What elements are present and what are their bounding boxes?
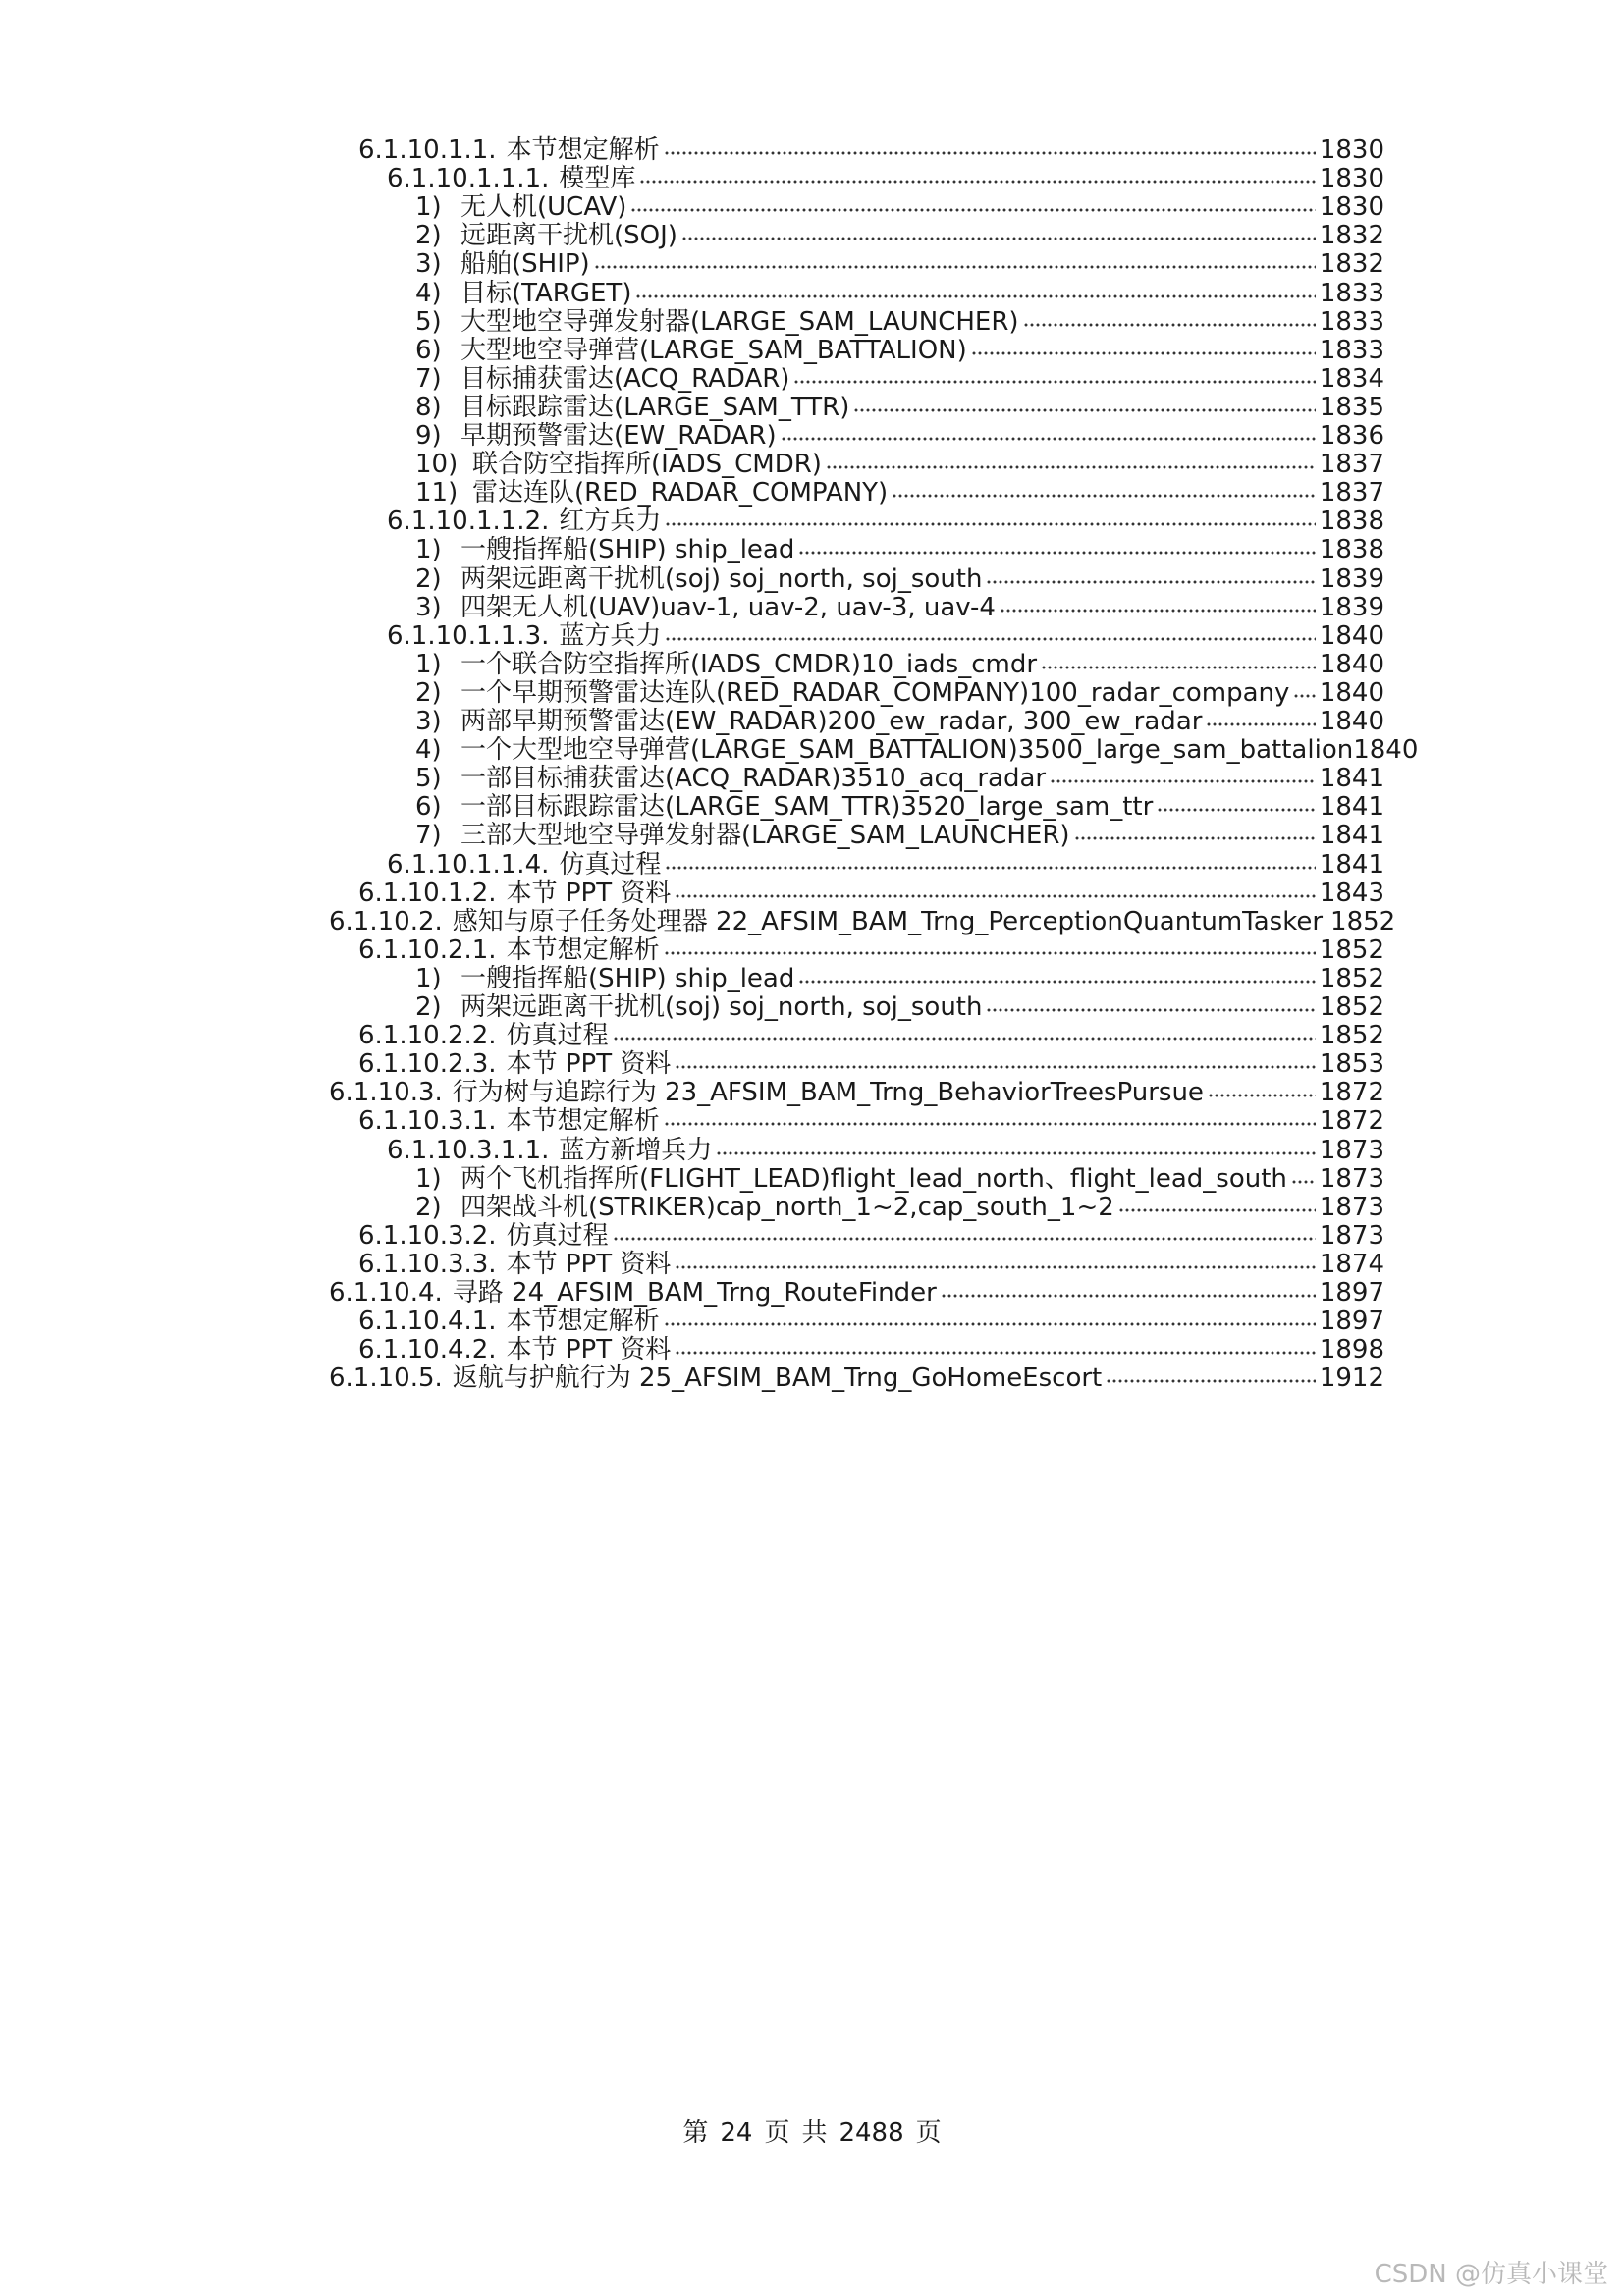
toc-entry-number: 6.1.10.2.2. bbox=[358, 1021, 497, 1051]
toc-entry-title: 本节想定解析 bbox=[506, 1307, 660, 1337]
toc-entry-page: 1832 bbox=[1319, 249, 1384, 280]
toc-entry-number: 5) bbox=[415, 764, 442, 794]
toc-entry-page: 1840 bbox=[1319, 677, 1384, 708]
toc-entry-number: 3) bbox=[415, 592, 442, 622]
toc-entry-title: 一部目标捕获雷达(ACQ_RADAR)3510_acq_radar bbox=[460, 764, 1047, 794]
toc-entry-number: 6.1.10.3. bbox=[329, 1078, 443, 1108]
toc-entry-page: 1852 bbox=[1330, 906, 1396, 936]
toc-entry-number: 5) bbox=[415, 306, 442, 337]
toc-entry-title: 本节想定解析 bbox=[506, 1106, 660, 1137]
toc-entry-number: 2) bbox=[415, 992, 442, 1022]
toc-entry-title: 目标捕获雷达(ACQ_RADAR) bbox=[460, 363, 790, 394]
toc-entry-number: 6.1.10.1.1.2. bbox=[387, 507, 550, 537]
toc-entry-page: 1841 bbox=[1319, 792, 1384, 823]
toc-entry-title: 一个联合防空指挥所(IADS_CMDR)10_iads_cmdr bbox=[460, 649, 1038, 679]
page-footer bbox=[0, 2112, 1624, 2149]
toc-entry-page: 1832 bbox=[1319, 221, 1384, 251]
toc-entry-number: 6.1.10.2.1. bbox=[358, 934, 497, 965]
toc-entry-page: 1873 bbox=[1319, 1163, 1384, 1194]
watermark: CSDN @仿真小课堂 bbox=[1374, 2260, 1608, 2289]
toc-entry-number: 6) bbox=[415, 792, 442, 823]
toc-entry-title: 本节 PPT 资料 bbox=[506, 1335, 672, 1365]
toc-entry-page: 1841 bbox=[1319, 849, 1384, 880]
toc-entry-title: 船舶(SHIP) bbox=[460, 249, 590, 280]
toc-entry-page: 1830 bbox=[1319, 135, 1384, 165]
toc-entry-page: 1898 bbox=[1319, 1335, 1384, 1365]
toc-entry-page: 1838 bbox=[1319, 535, 1384, 565]
toc-entry-page: 1840 bbox=[1319, 649, 1384, 679]
toc-entry-page: 1843 bbox=[1319, 878, 1384, 908]
toc-entry-page: 1830 bbox=[1319, 164, 1384, 194]
toc-entry-title: 寻路 24_AFSIM_BAM_Trng_RouteFinder bbox=[452, 1278, 937, 1308]
toc-entry-number: 10) bbox=[415, 450, 459, 480]
toc-entry-number: 2) bbox=[415, 677, 442, 708]
toc-entry-page: 1897 bbox=[1319, 1307, 1384, 1337]
toc-entry-number: 6.1.10.3.2. bbox=[358, 1220, 497, 1251]
toc-entry-title: 感知与原子任务处理器 22_AFSIM_BAM_Trng_PerceptionQuantumTasker bbox=[452, 906, 1324, 936]
toc-entry-number: 6.1.10.4.2. bbox=[358, 1335, 497, 1365]
toc-entry-page: 1835 bbox=[1319, 392, 1384, 422]
toc-entry-title: 两架远距离干扰机(soj) soj_north, soj_south bbox=[460, 992, 983, 1022]
toc-entry-page: 1897 bbox=[1319, 1278, 1384, 1308]
toc-entry-number: 7) bbox=[415, 363, 442, 394]
toc-entry-title: 仿真过程 bbox=[506, 1021, 609, 1051]
toc-entry-number: 6.1.10.1.1.1. bbox=[387, 164, 550, 194]
footer-suffix: 页 bbox=[915, 2118, 942, 2148]
toc-entry-page: 1837 bbox=[1319, 450, 1384, 480]
toc-entry-page: 1853 bbox=[1319, 1049, 1384, 1080]
toc-entry-title: 本节想定解析 bbox=[506, 135, 660, 165]
toc-entry-title: 仿真过程 bbox=[506, 1220, 609, 1251]
toc-entry-number: 8) bbox=[415, 392, 442, 422]
toc-entry-page: 1874 bbox=[1319, 1249, 1384, 1279]
toc-entry-title: 本节 PPT 资料 bbox=[506, 878, 672, 908]
toc-entry-title: 大型地空导弹发射器(LARGE_SAM_LAUNCHER) bbox=[460, 306, 1019, 337]
toc-entry[interactable] bbox=[329, 1353, 1384, 1395]
toc-entry-number: 6.1.10.3.3. bbox=[358, 1249, 497, 1279]
toc-entry-page: 1912 bbox=[1319, 1363, 1384, 1394]
toc-entry-title: 四架战斗机(STRIKER)cap_north_1~2,cap_south_1~2 bbox=[460, 1192, 1114, 1222]
toc-entry-title: 行为树与追踪行为 23_AFSIM_BAM_Trng_BehaviorTreesPursue bbox=[452, 1078, 1204, 1108]
toc-entry-number: 2) bbox=[415, 1192, 442, 1222]
toc-entry-number: 1) bbox=[415, 535, 442, 565]
toc-entry-number: 3) bbox=[415, 249, 442, 280]
footer-total-label: 共 bbox=[801, 2118, 828, 2148]
toc-entry-title: 蓝方兵力 bbox=[559, 620, 662, 651]
toc-entry-page: 1839 bbox=[1319, 592, 1384, 622]
toc-entry-page: 1833 bbox=[1319, 306, 1384, 337]
toc-entry-page: 1873 bbox=[1319, 1192, 1384, 1222]
toc-entry-page: 1840 bbox=[1319, 707, 1384, 736]
toc-entry-page: 1872 bbox=[1319, 1078, 1384, 1108]
toc-entry-page: 1852 bbox=[1319, 1021, 1384, 1051]
toc-entry-title: 早期预警雷达(EW_RADAR) bbox=[460, 421, 777, 451]
toc-entry-number: 6) bbox=[415, 335, 442, 365]
toc-entry-page: 1833 bbox=[1319, 335, 1384, 365]
toc-entry-title: 红方兵力 bbox=[559, 507, 662, 537]
toc-entry-number: 6.1.10.2.3. bbox=[358, 1049, 497, 1080]
toc-entry-title: 无人机(UCAV) bbox=[460, 192, 627, 223]
toc-entry-title: 一艘指挥船(SHIP) ship_lead bbox=[460, 535, 795, 565]
toc-entry-page: 1873 bbox=[1319, 1220, 1384, 1251]
toc-entry-page: 1873 bbox=[1319, 1135, 1384, 1165]
toc-entry-page: 1836 bbox=[1319, 421, 1384, 451]
toc-entry-title: 一个大型地空导弹营(LARGE_SAM_BATTALION)3500_large_sam_battalion bbox=[460, 735, 1354, 766]
toc-entry-number: 7) bbox=[415, 821, 442, 851]
toc-entry-number: 11) bbox=[415, 478, 459, 508]
toc-entry-title: 本节想定解析 bbox=[506, 934, 660, 965]
toc-entry-number: 6.1.10.1.2. bbox=[358, 878, 497, 908]
toc-entry-title: 一个早期预警雷达连队(RED_RADAR_COMPANY)100_radar_company bbox=[460, 677, 1290, 708]
toc-entry-number: 2) bbox=[415, 563, 442, 594]
toc-entry-title: 远距离干扰机(SOJ) bbox=[460, 221, 677, 251]
toc-entry-title: 两部早期预警雷达(EW_RADAR)200_ew_radar, 300_ew_radar bbox=[460, 707, 1203, 736]
toc-entry-title: 一部目标跟踪雷达(LARGE_SAM_TTR)3520_large_sam_ttr bbox=[460, 792, 1154, 823]
toc-entry-title: 雷达连队(RED_RADAR_COMPANY) bbox=[472, 478, 889, 508]
toc-entry-title: 一艘指挥船(SHIP) ship_lead bbox=[460, 963, 795, 993]
toc-entry-page: 1834 bbox=[1319, 363, 1384, 394]
toc-entry-number: 6.1.10.1.1.4. bbox=[387, 849, 550, 880]
toc-entry-title: 目标跟踪雷达(LARGE_SAM_TTR) bbox=[460, 392, 850, 422]
toc-entry-number: 2) bbox=[415, 221, 442, 251]
footer-page-label: 页 bbox=[764, 2118, 790, 2148]
toc-entry-title: 四架无人机(UAV)uav-1, uav-2, uav-3, uav-4 bbox=[460, 592, 996, 622]
footer-current-page: 24 bbox=[720, 2118, 753, 2148]
toc-entry-page: 1833 bbox=[1319, 278, 1384, 308]
toc-entry-title: 本节 PPT 资料 bbox=[506, 1049, 672, 1080]
toc-entry-title: 模型库 bbox=[559, 164, 636, 194]
toc-entry-number: 9) bbox=[415, 421, 442, 451]
toc-entry-number: 6.1.10.3.1.1. bbox=[387, 1135, 550, 1165]
toc-entry-number: 1) bbox=[415, 1163, 442, 1194]
toc-entry-title: 目标(TARGET) bbox=[460, 278, 632, 308]
toc-entry-number: 6.1.10.1.1.3. bbox=[387, 620, 550, 651]
toc-entry-page: 1872 bbox=[1319, 1106, 1384, 1137]
footer-total-pages: 2488 bbox=[839, 2118, 904, 2148]
toc-entry-page: 1837 bbox=[1319, 478, 1384, 508]
toc-entry-page: 1852 bbox=[1319, 992, 1384, 1022]
toc-entry-number: 1) bbox=[415, 649, 442, 679]
toc-entry-number: 6.1.10.4. bbox=[329, 1278, 443, 1308]
footer-prefix: 第 bbox=[682, 2118, 709, 2148]
toc-entry-number: 6.1.10.4.1. bbox=[358, 1307, 497, 1337]
toc-entry-page: 1840 bbox=[1353, 735, 1419, 766]
toc-entry-page: 1840 bbox=[1319, 620, 1384, 651]
toc-entry-page: 1852 bbox=[1319, 963, 1384, 993]
toc-entry-page: 1841 bbox=[1319, 821, 1384, 851]
toc-entry-title: 返航与护航行为 25_AFSIM_BAM_Trng_GoHomeEscort bbox=[452, 1363, 1103, 1394]
toc-entry-title: 两架远距离干扰机(soj) soj_north, soj_south bbox=[460, 563, 983, 594]
toc-entry-title: 三部大型地空导弹发射器(LARGE_SAM_LAUNCHER) bbox=[460, 821, 1070, 851]
toc-entry-page: 1838 bbox=[1319, 507, 1384, 537]
toc-dot-leader bbox=[1106, 1376, 1316, 1386]
toc-entry-number: 6.1.10.2. bbox=[329, 906, 443, 936]
toc-entry-title: 两个飞机指挥所(FLIGHT_LEAD)flight_lead_north、flight_lead_south bbox=[460, 1163, 1287, 1194]
toc-entry-page: 1830 bbox=[1319, 192, 1384, 223]
toc-entry-page: 1852 bbox=[1319, 934, 1384, 965]
toc-entry-title: 蓝方新增兵力 bbox=[559, 1135, 713, 1165]
toc-entry-number: 1) bbox=[415, 192, 442, 223]
toc-entry-number: 6.1.10.1.1. bbox=[358, 135, 497, 165]
toc-entry-page: 1841 bbox=[1319, 764, 1384, 794]
toc-entry-title: 仿真过程 bbox=[559, 849, 662, 880]
toc-entry-number: 1) bbox=[415, 963, 442, 993]
toc-entry-number: 4) bbox=[415, 735, 442, 766]
toc-entry-number: 6.1.10.3.1. bbox=[358, 1106, 497, 1137]
toc-entry-title: 大型地空导弹营(LARGE_SAM_BATTALION) bbox=[460, 335, 967, 365]
toc-entry-number: 6.1.10.5. bbox=[329, 1363, 443, 1394]
toc-entry-page: 1839 bbox=[1319, 563, 1384, 594]
toc-entry-number: 3) bbox=[415, 707, 442, 736]
toc-entry-number: 4) bbox=[415, 278, 442, 308]
toc-entry-title: 本节 PPT 资料 bbox=[506, 1249, 672, 1279]
toc-entry-title: 联合防空指挥所(IADS_CMDR) bbox=[472, 450, 822, 480]
